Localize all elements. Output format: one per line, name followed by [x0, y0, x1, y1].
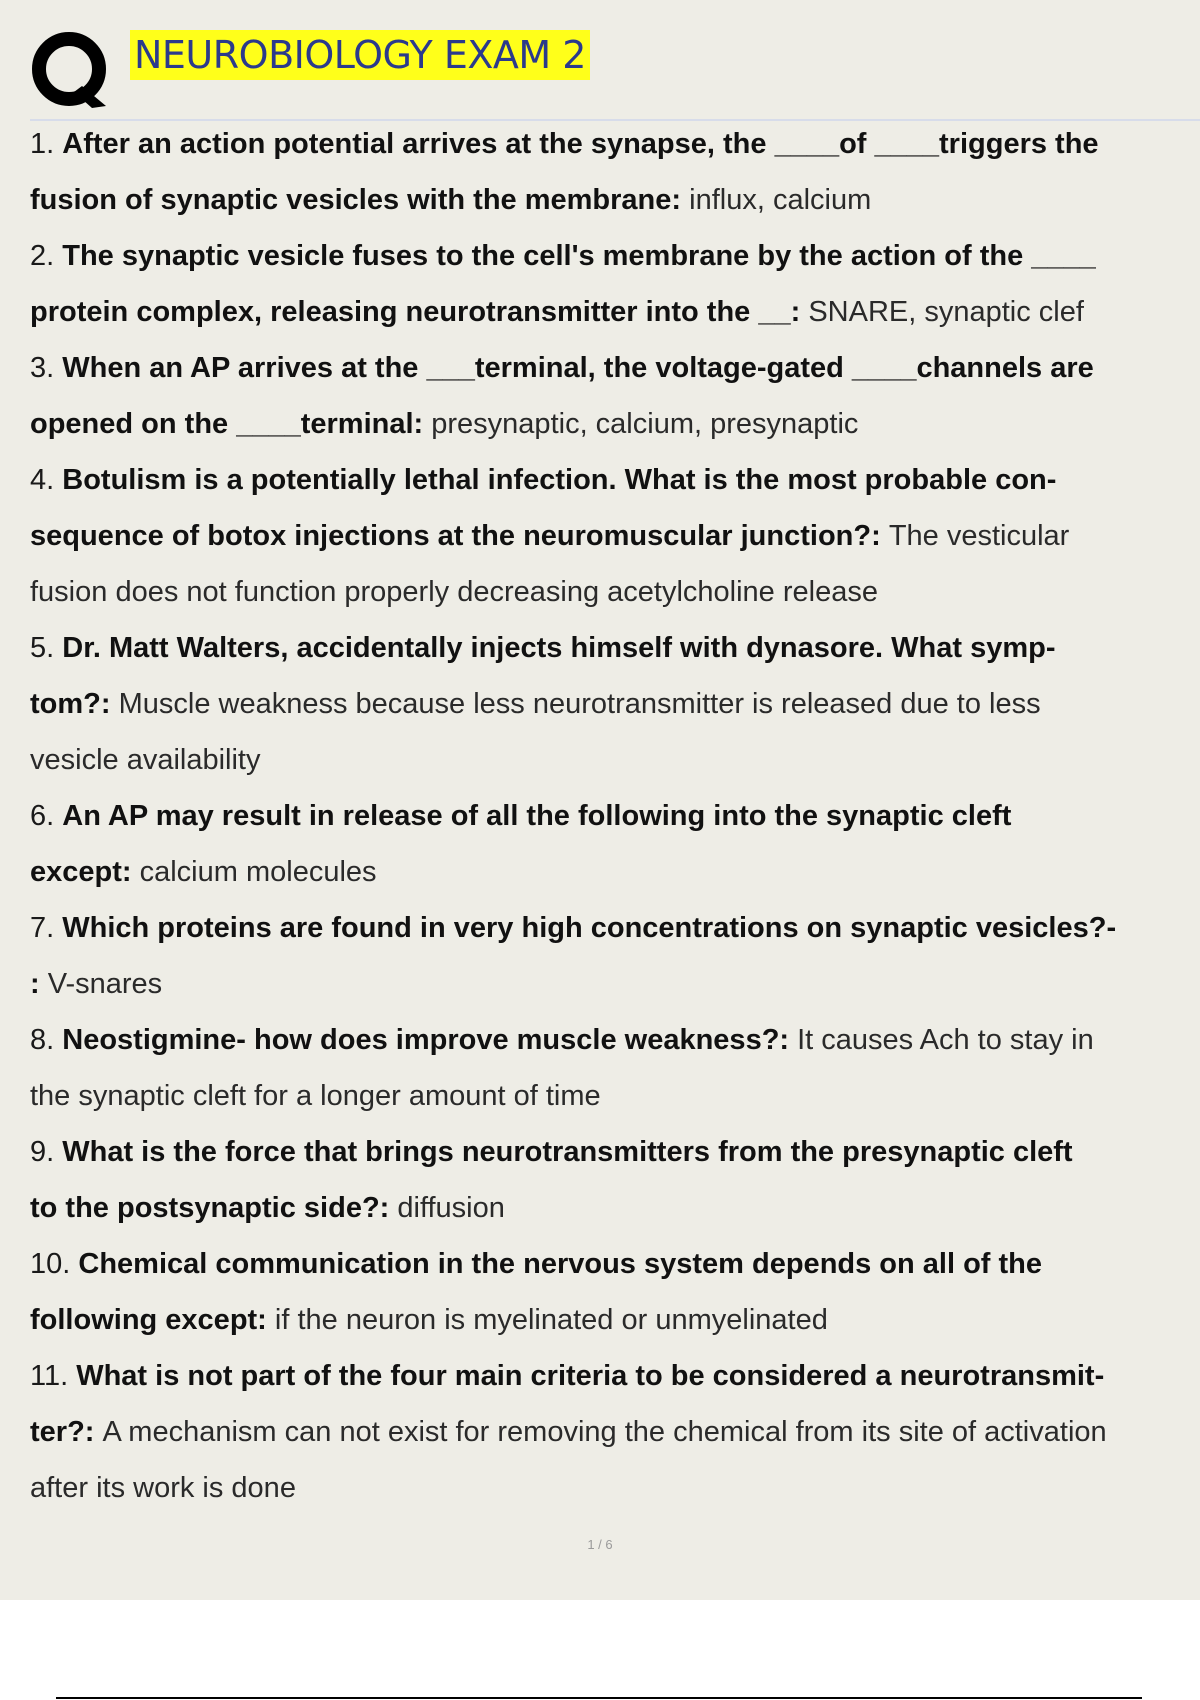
question-item — [30, 1124, 1200, 1236]
question-item — [30, 228, 1200, 340]
answer-text: fusion does not function properly decreasing acetylcholine release — [30, 576, 878, 608]
question-text: fusion of synaptic vesicles with the membrane: — [30, 184, 690, 216]
question-text: Neostigmine- how does improve muscle weakness?: — [62, 1024, 798, 1056]
answer-text: diffusion — [397, 1192, 505, 1224]
answer-text: after its work is done — [30, 1472, 296, 1504]
question-item — [30, 1236, 1200, 1348]
question-number: 8. — [30, 1024, 63, 1056]
question-line — [30, 788, 1200, 844]
question-line — [30, 116, 1200, 172]
question-line — [30, 620, 1200, 676]
answer-text: the synaptic cleft for a longer amount of time — [30, 1080, 601, 1112]
document-title: NEUROBIOLOGY EXAM 2 — [130, 30, 590, 80]
question-item — [30, 620, 1200, 788]
question-text: After an action potential arrives at the synapse, the ____of ____triggers the — [62, 128, 1099, 160]
question-line — [30, 564, 1200, 620]
answer-text: vesicle availability — [30, 744, 261, 776]
question-number: 7. — [30, 912, 63, 944]
question-text: What is the force that brings neurotransmitters from the presynaptic cleft — [62, 1136, 1073, 1168]
question-number: 5. — [30, 632, 63, 664]
question-number: 11. — [30, 1360, 77, 1392]
question-line — [30, 228, 1200, 284]
question-number: 2. — [30, 240, 63, 272]
question-item — [30, 1012, 1200, 1124]
answer-text: if the neuron is myelinated or unmyelinated — [274, 1304, 828, 1336]
question-text: : — [30, 968, 48, 1000]
answer-text: influx, calcium — [689, 184, 872, 216]
question-line — [30, 956, 1200, 1012]
question-line — [30, 452, 1200, 508]
question-text: protein complex, releasing neurotransmitter into the __: — [30, 296, 809, 328]
question-line — [30, 1068, 1200, 1124]
question-text: What is not part of the four main criteria to be considered a neurotransmit- — [76, 1360, 1105, 1392]
question-line — [30, 900, 1200, 956]
question-line — [30, 1012, 1200, 1068]
question-item — [30, 788, 1200, 900]
question-item — [30, 1348, 1200, 1516]
question-text: tom?: — [30, 688, 119, 720]
question-list — [30, 116, 1200, 1516]
question-text: When an AP arrives at the ___terminal, the voltage-gated ____channels are — [62, 352, 1094, 384]
question-line — [30, 1292, 1200, 1348]
question-text: to the postsynaptic side?: — [30, 1192, 398, 1224]
page-number: 1 / 6 — [587, 1537, 613, 1552]
question-line — [30, 1124, 1200, 1180]
answer-text: presynaptic, calcium, presynaptic — [431, 408, 859, 440]
question-line — [30, 1460, 1200, 1516]
question-number: 6. — [30, 800, 63, 832]
question-line — [30, 844, 1200, 900]
question-line — [30, 1348, 1200, 1404]
answer-text: A mechanism can not exist for removing the chemical from its site of activation — [102, 1416, 1107, 1448]
question-line — [30, 1236, 1200, 1292]
answer-text: calcium molecules — [139, 856, 377, 888]
question-line — [30, 284, 1200, 340]
question-text: sequence of botox injections at the neuromuscular junction?: — [30, 520, 889, 552]
question-line — [30, 508, 1200, 564]
question-line — [30, 676, 1200, 732]
question-number: 9. — [30, 1136, 63, 1168]
question-line — [30, 1404, 1200, 1460]
question-text: The synaptic vesicle fuses to the cell's membrane by the action of the ____ — [62, 240, 1096, 272]
question-line — [30, 396, 1200, 452]
question-text: opened on the ____terminal: — [30, 408, 432, 440]
answer-text: Muscle weakness because less neurotransmitter is released due to less — [118, 688, 1041, 720]
answer-text: It causes Ach to stay in — [797, 1024, 1094, 1056]
question-line — [30, 732, 1200, 788]
question-line — [30, 1180, 1200, 1236]
answer-text: V-snares — [47, 968, 163, 1000]
question-line — [30, 340, 1200, 396]
question-number: 4. — [30, 464, 63, 496]
question-item — [30, 340, 1200, 452]
footer-divider — [56, 1697, 1142, 1699]
question-item — [30, 900, 1200, 1012]
question-text: except: — [30, 856, 140, 888]
question-text: ter?: — [30, 1416, 103, 1448]
question-line — [30, 172, 1200, 228]
question-text: Botulism is a potentially lethal infection. What is the most probable con- — [62, 464, 1057, 496]
answer-text: The vesticular — [888, 520, 1070, 552]
question-text: Dr. Matt Walters, accidentally injects himself with dynasore. What symp- — [62, 632, 1056, 664]
question-number: 1. — [30, 128, 63, 160]
question-number: 3. — [30, 352, 63, 384]
question-item — [30, 116, 1200, 228]
question-number: 10. — [30, 1248, 79, 1280]
question-item — [30, 452, 1200, 620]
answer-text: SNARE, synaptic clef — [808, 296, 1084, 328]
q-logo-icon — [30, 30, 112, 112]
question-text: Which proteins are found in very high concentrations on synaptic vesicles?- — [62, 912, 1117, 944]
question-text: Chemical communication in the nervous system depends on all of the — [78, 1248, 1043, 1280]
question-text: following except: — [30, 1304, 275, 1336]
question-text: An AP may result in release of all the following into the synaptic cleft — [62, 800, 1012, 832]
